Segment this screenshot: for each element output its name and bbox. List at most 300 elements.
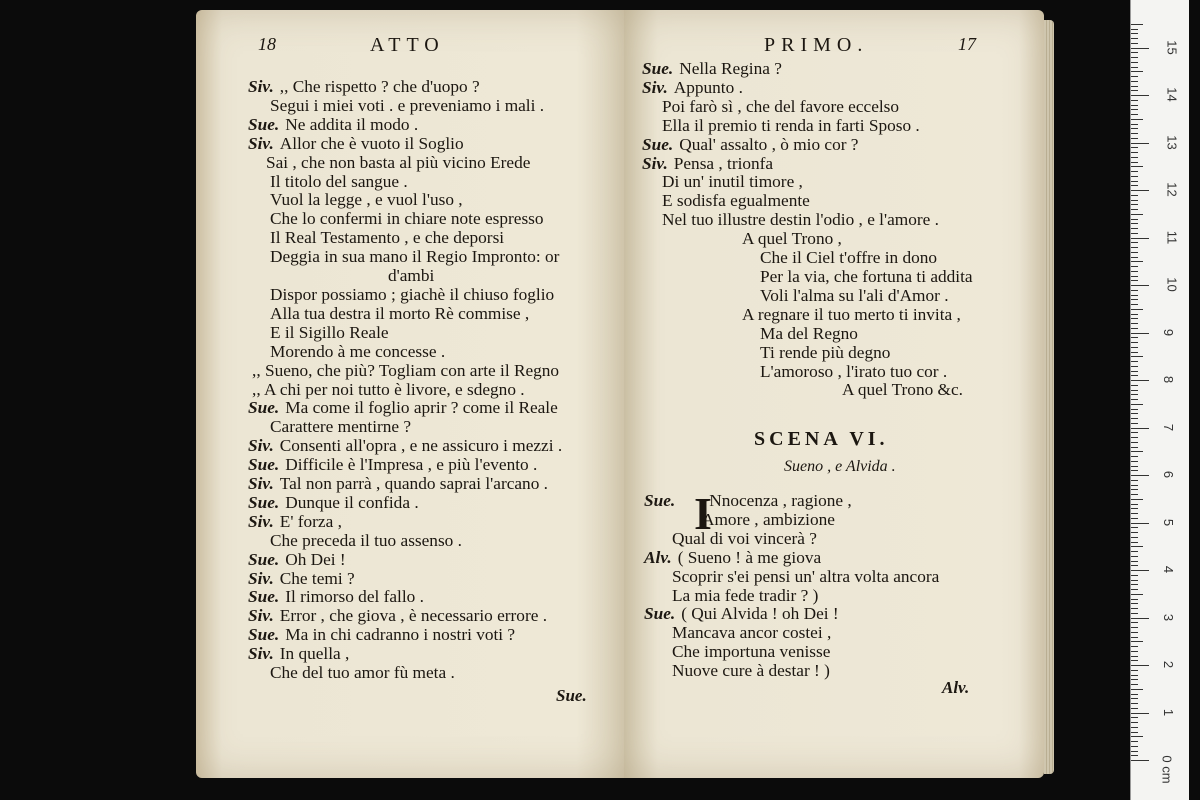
- speaker-label: Siv.: [248, 568, 274, 588]
- text-line: [248, 324, 562, 343]
- speaker-label: Sue.: [644, 491, 676, 510]
- verse-text: Difficile è l'Impresa , e più l'evento .: [285, 455, 538, 475]
- ruler-tick: [1131, 95, 1149, 96]
- verse-text: A quel Trono &c.: [842, 380, 963, 400]
- ruler-tick: [1131, 532, 1138, 533]
- text-line: [642, 117, 973, 136]
- ruler-tick: [1131, 399, 1138, 400]
- catchword: Alv.: [942, 678, 970, 697]
- ruler-tick: [1131, 285, 1149, 286]
- speaker-label: Sue.: [642, 59, 674, 78]
- ruler-tick: [1131, 561, 1138, 562]
- verse-text: Che preceda il tuo assenso .: [270, 530, 462, 550]
- speaker-label: Siv.: [642, 77, 668, 97]
- text-line: [642, 381, 973, 400]
- verse-text: ,, Che rispetto ? che d'uopo ?: [279, 77, 480, 96]
- text-line: [642, 249, 973, 268]
- ruler-tick: [1131, 333, 1149, 334]
- text-line: [248, 607, 562, 626]
- text-line: [248, 173, 562, 192]
- speaker-label: Siv.: [248, 436, 274, 456]
- verse-text: Carattere mentirne ?: [270, 417, 412, 437]
- ruler-tick: [1131, 437, 1138, 438]
- text-line: [644, 530, 939, 549]
- ruler-tick: [1131, 589, 1138, 590]
- verse-text: Morendo à me concesse .: [270, 341, 446, 361]
- ruler-tick: [1131, 48, 1149, 49]
- text-line: [248, 551, 562, 570]
- text-line: [642, 192, 973, 211]
- text-line: [642, 79, 973, 98]
- verse-text: Oh Dei !: [285, 549, 346, 569]
- ruler-tick: [1131, 608, 1138, 609]
- ruler-tick: [1131, 575, 1138, 576]
- ruler-tick: [1131, 266, 1138, 267]
- verse-text: Dispor possiamo ; giachè il chiuso foglio: [270, 284, 555, 304]
- ruler-tick: [1131, 200, 1138, 201]
- text-line: [248, 626, 562, 645]
- ruler-tick: [1131, 527, 1138, 528]
- verse-text: Pensa , trionfa: [673, 153, 774, 173]
- ruler-number: 13: [1164, 134, 1180, 150]
- text-line: [642, 211, 973, 230]
- ruler-tick: [1131, 62, 1138, 63]
- ruler-tick: [1131, 418, 1138, 419]
- ruler-tick: [1131, 114, 1138, 115]
- ruler-tick: [1131, 38, 1138, 39]
- text-line: [642, 306, 973, 325]
- ruler-tick: [1131, 366, 1138, 367]
- ruler-number: 2: [1161, 660, 1177, 669]
- verse-text: Scoprir s'ei pensi un' altra volta ancora: [672, 566, 940, 586]
- ruler-tick: [1131, 556, 1138, 557]
- ruler-tick: [1131, 181, 1138, 182]
- verse-text: Mancava ancor costei ,: [672, 623, 832, 643]
- verse-text: Qual' assalto , ò mio cor ?: [679, 134, 859, 154]
- ruler-tick: [1131, 494, 1138, 495]
- ruler-tick: [1131, 456, 1138, 457]
- speaker-label: Sue.: [248, 587, 280, 607]
- ruler-tick: [1131, 295, 1138, 296]
- ruler-tick: [1131, 223, 1138, 224]
- ruler-tick: [1131, 356, 1143, 357]
- verse-text: In quella ,: [279, 644, 350, 664]
- ruler-tick: [1131, 162, 1138, 163]
- ruler-tick: [1131, 751, 1138, 752]
- ruler-number: 3: [1161, 613, 1177, 621]
- ruler-number: 14: [1164, 87, 1180, 102]
- ruler-tick: [1131, 546, 1143, 547]
- verse-text: Che temi ?: [279, 568, 355, 588]
- verse-text: La mia fede tradir ? ): [672, 585, 819, 605]
- ruler-tick: [1131, 214, 1143, 215]
- ruler-tick: [1131, 447, 1138, 448]
- text-line: [644, 568, 939, 587]
- ruler-tick: [1131, 475, 1149, 476]
- ruler-number: 1: [1161, 708, 1177, 716]
- left-page: [196, 10, 628, 778]
- speaker-label: Siv.: [248, 511, 274, 531]
- ruler-tick: [1131, 209, 1138, 210]
- verse-text: ,, A chi per noi tutto è livore, e sdegno .: [252, 379, 525, 399]
- speaker-label: Sue.: [248, 398, 280, 418]
- speaker-label: Siv.: [248, 474, 274, 494]
- ruler-tick: [1131, 409, 1138, 410]
- verse-text: Ma come il foglio aprir ? come il Reale: [285, 398, 558, 418]
- verse-text: A regnare il tuo merto ti invita ,: [742, 304, 961, 324]
- page-edges: [1044, 20, 1054, 774]
- ruler-number: 5: [1161, 518, 1177, 526]
- ruler-tick: [1131, 252, 1138, 253]
- ruler-tick: [1131, 675, 1138, 676]
- ruler-tick: [1131, 613, 1138, 614]
- ruler-tick: [1131, 219, 1138, 220]
- text-line: [248, 494, 562, 513]
- ruler-tick: [1131, 708, 1138, 709]
- ruler-tick: [1131, 138, 1138, 139]
- verse-text: Che lo confermi in chiare note espresso: [270, 209, 544, 229]
- speaker-label: Sue.: [642, 134, 674, 154]
- ruler-tick: [1131, 81, 1138, 82]
- verse-text: Allor che è vuoto il Soglio: [279, 133, 464, 153]
- ruler-number: 15: [1164, 39, 1180, 55]
- ruler-tick: [1131, 656, 1138, 657]
- ruler-number: 12: [1164, 182, 1180, 197]
- text-line: [248, 154, 562, 173]
- text-line: [642, 60, 973, 79]
- ruler-tick: [1131, 760, 1149, 761]
- text-line: [644, 605, 939, 624]
- ruler-tick: [1131, 380, 1149, 381]
- verse-text: Ti rende più degno: [760, 342, 891, 362]
- speaker-label: Siv.: [248, 77, 274, 96]
- text-line: [248, 570, 562, 589]
- text-line: [642, 268, 973, 287]
- ruler-tick: [1131, 461, 1138, 462]
- running-head: ATTO: [370, 34, 445, 56]
- verse-text: Nuove cure à destar ! ): [672, 661, 830, 681]
- ruler-tick: [1131, 124, 1138, 125]
- verse-text: Il rimorso del fallo .: [285, 587, 424, 607]
- speaker-label: Alv.: [644, 547, 672, 567]
- ruler-tick: [1131, 24, 1143, 25]
- ruler-tick: [1131, 318, 1138, 319]
- verse-text: E il Sigillo Reale: [270, 322, 389, 342]
- verse-text: E sodisfa egualmente: [662, 191, 810, 211]
- ruler-tick: [1131, 732, 1138, 733]
- ruler-tick: [1131, 404, 1143, 405]
- ruler-number: 7: [1161, 423, 1177, 431]
- ruler-tick: [1131, 432, 1138, 433]
- ruler-tick: [1131, 166, 1143, 167]
- verse-text: Sai , che non basta al più vicino Erede: [266, 152, 531, 172]
- open-book: [196, 10, 1052, 778]
- ruler-tick: [1131, 57, 1138, 58]
- ruler-tick: [1131, 309, 1143, 310]
- text-line: [248, 456, 562, 475]
- ruler-tick: [1131, 665, 1149, 666]
- ruler-tick: [1131, 646, 1138, 647]
- drop-cap: I: [694, 488, 712, 539]
- ruler-tick: [1131, 627, 1138, 628]
- ruler-tick: [1131, 485, 1138, 486]
- verse-text: Nnocenza , ragione ,: [709, 491, 852, 510]
- verse-text: Deggia in sua mano il Regio Impronto: or: [270, 247, 560, 267]
- ruler-tick: [1131, 299, 1138, 300]
- ruler-tick: [1131, 33, 1138, 34]
- ruler-number: 9: [1161, 328, 1177, 336]
- text-line: [248, 513, 562, 532]
- catchword: Sue.: [556, 686, 587, 705]
- ruler-tick: [1131, 242, 1138, 243]
- ruler-tick: [1131, 736, 1143, 737]
- ruler-tick: [1131, 508, 1138, 509]
- ruler-tick: [1131, 238, 1149, 239]
- ruler-tick: [1131, 584, 1138, 585]
- ruler-tick: [1131, 76, 1138, 77]
- verse-text: Il Real Testamento , e che deporsi: [270, 228, 505, 248]
- verse-text: Ella il premio ti renda in farti Sposo .: [662, 115, 920, 135]
- ruler-tick: [1131, 580, 1138, 581]
- ruler-tick: [1131, 466, 1138, 467]
- right-page-text: [642, 60, 973, 400]
- text-line: [642, 344, 973, 363]
- scene-persons: Sueno , e Alvida .: [784, 458, 896, 475]
- ruler-unit: 0 cm: [1159, 755, 1175, 784]
- ruler-tick: [1131, 314, 1138, 315]
- ruler-tick: [1131, 128, 1138, 129]
- verse-text: Amore , ambizione: [702, 509, 835, 529]
- ruler-tick: [1131, 247, 1138, 248]
- ruler-tick: [1131, 90, 1138, 91]
- verse-text: Appunto .: [673, 77, 743, 97]
- ruler-tick: [1131, 371, 1138, 372]
- text-line: [248, 645, 562, 664]
- ruler-tick: [1131, 594, 1143, 595]
- right-page: [624, 10, 1044, 778]
- ruler-tick: [1131, 280, 1138, 281]
- ruler-tick: [1131, 143, 1149, 144]
- ruler-tick: [1131, 632, 1138, 633]
- scene-text: [644, 488, 940, 681]
- verse-text: Voli l'alma su l'ali d'Amor .: [760, 285, 949, 305]
- text-line: [248, 116, 562, 135]
- ruler-tick: [1131, 551, 1138, 552]
- ruler-tick: [1131, 71, 1143, 72]
- speaker-label: Sue.: [248, 625, 280, 645]
- ruler-number: 4: [1161, 565, 1177, 574]
- speaker-label: Siv.: [248, 606, 274, 626]
- ruler-number: 6: [1161, 470, 1177, 479]
- text-line: [248, 267, 562, 286]
- verse-text: Segui i miei voti . e preveniamo i mali .: [270, 95, 545, 115]
- page-number: 18: [258, 34, 276, 54]
- ruler-tick: [1131, 147, 1138, 148]
- text-line: [644, 643, 939, 662]
- verse-text: Nel tuo illustre destin l'odio , e l'amore .: [662, 210, 939, 230]
- ruler-tick: [1131, 428, 1149, 429]
- ruler-tick: [1131, 413, 1138, 414]
- text-line: [642, 230, 973, 249]
- ruler-tick: [1131, 304, 1138, 305]
- text-line: [644, 511, 939, 530]
- ruler-tick: [1131, 261, 1143, 262]
- ruler-tick: [1131, 442, 1138, 443]
- verse-text: Error , che giova , è necessario errore .: [279, 606, 548, 626]
- ruler-tick: [1131, 689, 1143, 690]
- speaker-label: Siv.: [248, 644, 274, 664]
- ruler-tick: [1131, 67, 1138, 68]
- ruler-tick: [1131, 694, 1138, 695]
- text-line: [642, 287, 973, 306]
- verse-text: Tal non parrà , quando saprai l'arcano .: [279, 474, 548, 494]
- ruler-tick: [1131, 523, 1149, 524]
- ruler-tick: [1131, 679, 1138, 680]
- verse-text: A quel Trono ,: [742, 229, 842, 249]
- text-line: [248, 305, 562, 324]
- text-line: [248, 418, 562, 437]
- ruler-tick: [1131, 328, 1138, 329]
- ruler-tick: [1131, 518, 1138, 519]
- ruler-tick: [1131, 152, 1138, 153]
- ruler-tick: [1131, 352, 1138, 353]
- speaker-label: Sue.: [248, 549, 280, 569]
- text-line: [642, 136, 973, 155]
- speaker-label: Siv.: [642, 153, 668, 173]
- ruler-tick: [1131, 542, 1138, 543]
- text-line: [642, 325, 973, 344]
- ruler-tick: [1131, 337, 1138, 338]
- verse-text: Vuol la legge , e vuol l'uso ,: [270, 190, 463, 210]
- text-line: [248, 248, 562, 267]
- ruler-tick: [1131, 347, 1138, 348]
- ruler-tick: [1131, 390, 1138, 391]
- ruler-tick: [1131, 185, 1138, 186]
- ruler-tick: [1131, 271, 1138, 272]
- ruler-tick: [1131, 257, 1138, 258]
- text-line: [644, 624, 939, 643]
- text-line: [248, 381, 562, 400]
- verse-text: ( Sueno ! à me giova: [677, 547, 822, 567]
- ruler-tick: [1131, 755, 1138, 756]
- ruler-tick: [1131, 741, 1138, 742]
- ruler-tick: [1131, 703, 1138, 704]
- ruler-tick: [1131, 698, 1138, 699]
- ruler-tick: [1131, 233, 1138, 234]
- ruler-tick: [1131, 195, 1138, 196]
- ruler-tick: [1131, 603, 1138, 604]
- text-line: [644, 492, 939, 511]
- text-line: [248, 437, 562, 456]
- text-line: [248, 532, 562, 551]
- text-line: [644, 662, 939, 681]
- speaker-label: Sue.: [644, 604, 676, 624]
- ruler-tick: [1131, 176, 1138, 177]
- ruler-tick: [1131, 52, 1138, 53]
- ruler-tick: [1131, 570, 1149, 571]
- verse-text: Consenti all'opra , e ne assicuro i mezzi .: [279, 436, 563, 456]
- ruler-tick: [1131, 171, 1138, 172]
- text-line: [642, 98, 973, 117]
- verse-text: ,, Sueno, che più? Togliam con arte il Regno: [252, 360, 560, 380]
- verse-text: Nella Regina ?: [679, 59, 782, 78]
- ruler-tick: [1131, 670, 1138, 671]
- text-line: [644, 587, 939, 606]
- text-line: [248, 97, 562, 116]
- text-line: [248, 664, 562, 683]
- ruler-tick: [1131, 105, 1138, 106]
- ruler-tick: [1131, 717, 1138, 718]
- ruler-tick: [1131, 190, 1149, 191]
- ruler-tick: [1131, 423, 1138, 424]
- ruler-tick: [1131, 713, 1149, 714]
- ruler-tick: [1131, 660, 1138, 661]
- speaker-label: Sue.: [248, 114, 280, 134]
- ruler-tick: [1131, 489, 1138, 490]
- text-line: [248, 78, 562, 97]
- ruler-number: 11: [1164, 230, 1180, 244]
- text-line: [642, 155, 973, 174]
- verse-text: Che importuna venisse: [672, 642, 831, 662]
- verse-text: Il titolo del sangue .: [270, 171, 408, 191]
- text-line: [644, 549, 939, 568]
- speaker-label: Siv.: [248, 133, 274, 153]
- ruler-tick: [1131, 618, 1149, 619]
- running-head: PRIMO.: [764, 34, 869, 56]
- ruler-tick: [1131, 513, 1138, 514]
- page-number: 17: [958, 34, 976, 54]
- ruler-tick: [1131, 746, 1138, 747]
- scene-title: SCENA VI.: [754, 428, 889, 450]
- ruler-tick: [1131, 394, 1138, 395]
- ruler-tick: [1131, 361, 1138, 362]
- ruler-tick: [1131, 276, 1138, 277]
- ruler-tick: [1131, 86, 1138, 87]
- ruler-tick: [1131, 228, 1138, 229]
- ruler-tick: [1131, 599, 1138, 600]
- ruler-tick: [1131, 451, 1143, 452]
- ruler-number: 8: [1161, 375, 1177, 384]
- ruler-number: 10: [1164, 277, 1180, 292]
- verse-text: E' forza ,: [279, 511, 342, 531]
- ruler-tick: [1131, 43, 1138, 44]
- verse-text: Per la via, che fortuna ti addita: [760, 266, 973, 286]
- ruler-tick: [1131, 157, 1138, 158]
- ruler-tick: [1131, 722, 1138, 723]
- ruler-tick: [1131, 622, 1138, 623]
- speaker-label: Sue.: [248, 455, 280, 475]
- text-line: [248, 343, 562, 362]
- text-line: [248, 362, 562, 381]
- ruler-tick: [1131, 204, 1138, 205]
- verse-text: L'amoroso , l'irato tuo cor .: [760, 361, 948, 381]
- verse-text: Di un' inutil timore ,: [662, 172, 803, 192]
- text-line: [248, 191, 562, 210]
- text-line: [248, 229, 562, 248]
- ruler-tick: [1131, 637, 1138, 638]
- text-line: [642, 173, 973, 192]
- verse-text: Ma del Regno: [760, 323, 858, 343]
- verse-text: Ne addita il modo .: [285, 114, 419, 134]
- ruler-tick: [1131, 133, 1138, 134]
- verse-text: Qual di voi vincerà ?: [672, 528, 817, 548]
- text-line: [642, 363, 973, 382]
- ruler-tick: [1131, 565, 1138, 566]
- text-line: [248, 286, 562, 305]
- verse-text: d'ambi: [388, 266, 435, 286]
- left-page-text: [248, 78, 562, 683]
- verse-text: ( Qui Alvida ! oh Dei !: [681, 604, 839, 624]
